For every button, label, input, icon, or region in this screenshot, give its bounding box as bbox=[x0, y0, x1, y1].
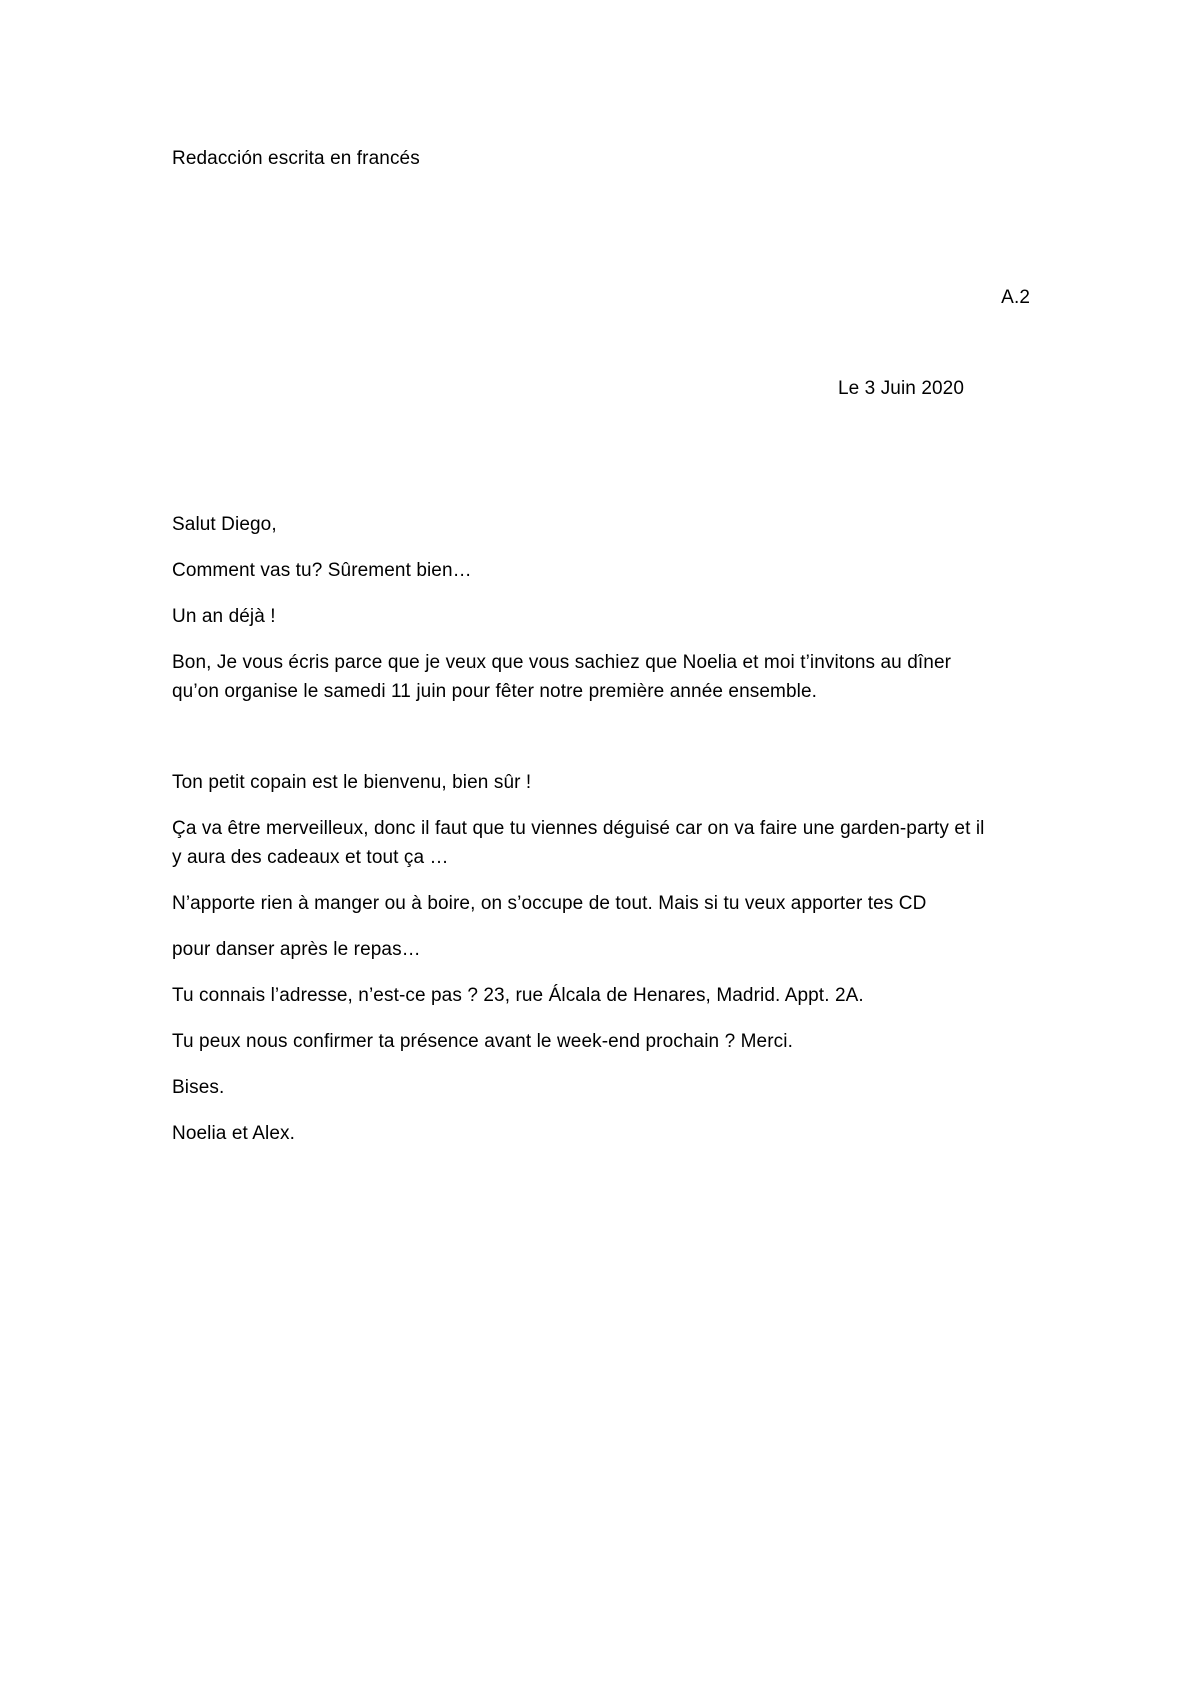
level-label: A.2 bbox=[1001, 287, 1030, 308]
paragraph-line: Bises. bbox=[172, 1077, 225, 1098]
paragraph-line: Ça va être merveilleux, donc il faut que tu viennes déguisé car on va faire une garden-party et il bbox=[172, 818, 985, 839]
letter-greeting: Salut Diego, bbox=[172, 514, 277, 535]
letter-date: Le 3 Juin 2020 bbox=[837, 378, 964, 399]
letter-signature: Noelia et Alex. bbox=[172, 1123, 295, 1144]
paragraph-line: Ton petit copain est le bienvenu, bien sûr ! bbox=[172, 772, 532, 793]
paragraph-line: pour danser après le repas… bbox=[172, 939, 421, 960]
paragraph-line: Tu peux nous confirmer ta présence avant le week-end prochain ? Merci. bbox=[172, 1031, 793, 1052]
paragraph-line: Tu connais l’adresse, n’est-ce pas ? 23, rue Álcala de Henares, Madrid. Appt. 2A. bbox=[172, 985, 864, 1006]
paragraph-line: Comment vas tu? Sûrement bien… bbox=[172, 560, 472, 581]
paragraph-line: y aura des cadeaux et tout ça … bbox=[172, 847, 449, 868]
document-heading: Redacción escrita en francés bbox=[172, 148, 420, 169]
paragraph-line: Un an déjà ! bbox=[172, 606, 276, 627]
paragraph-line: Bon, Je vous écris parce que je veux que vous sachiez que Noelia et moi t’invitons au dîner bbox=[172, 652, 952, 673]
paragraph-line: N’apporte rien à manger ou à boire, on s’occupe de tout. Mais si tu veux apporter tes CD bbox=[172, 893, 927, 914]
paragraph-line: qu’on organise le samedi 11 juin pour fêter notre première année ensemble. bbox=[172, 681, 817, 702]
